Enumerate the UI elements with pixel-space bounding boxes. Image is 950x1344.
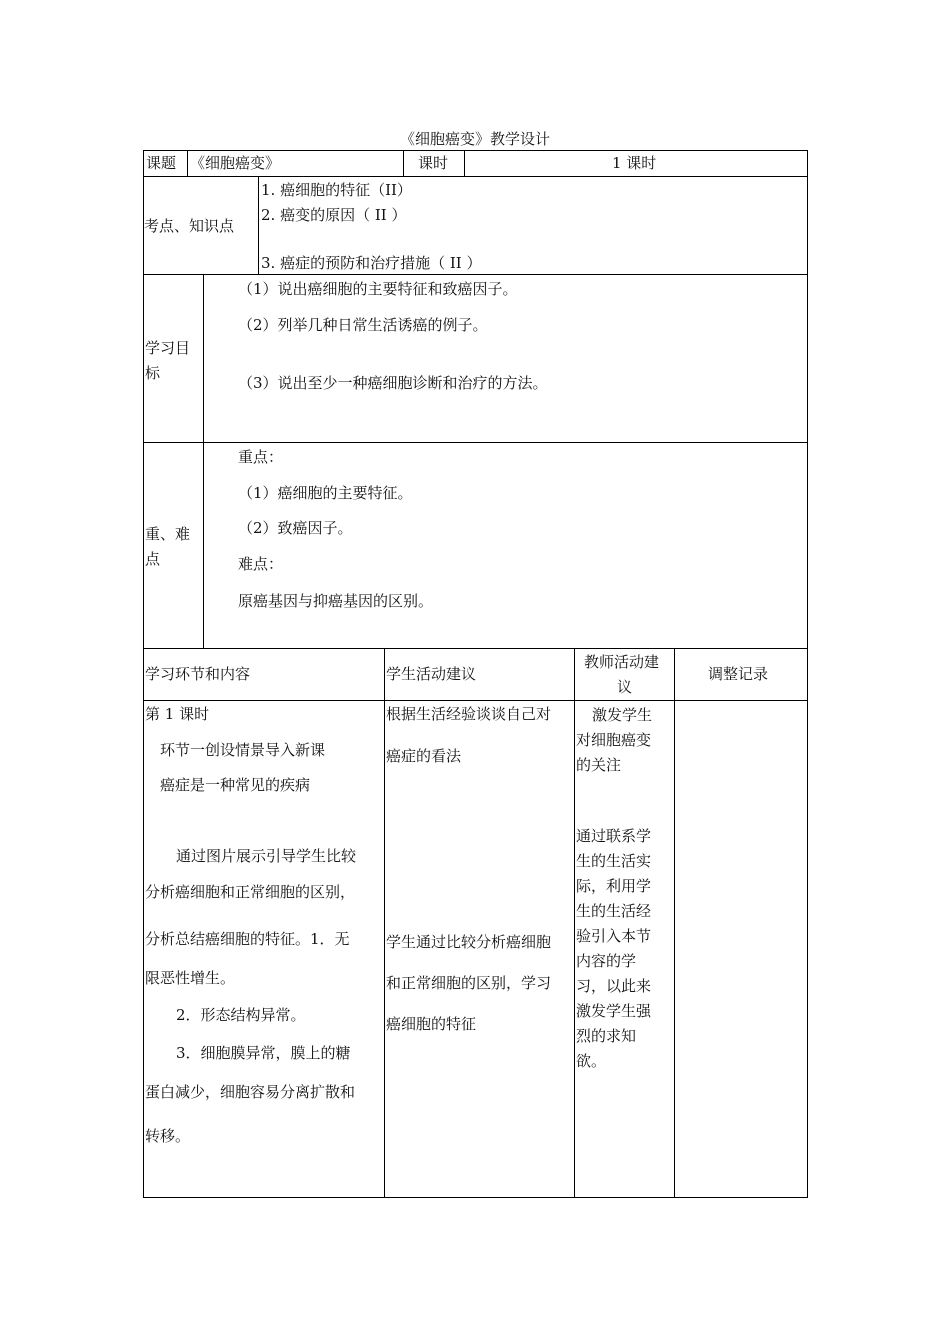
- teacher-line: 内容的学: [576, 952, 637, 970]
- col-divider: [203, 274, 204, 648]
- row-divider: [143, 648, 808, 649]
- teacher-line: 习，以此来: [576, 977, 652, 995]
- period-label: 课时: [418, 154, 449, 172]
- teacher-line: 激发学生: [592, 706, 653, 724]
- col-divider: [258, 176, 259, 274]
- content-line: 分析总结癌细胞的特征。1．无: [145, 930, 350, 948]
- col-divider: [403, 150, 404, 176]
- col-divider: [674, 648, 675, 1198]
- row-divider: [143, 700, 808, 701]
- knowledge-points-label: 考点、知识点: [144, 217, 235, 235]
- content-line: 转移。: [145, 1127, 191, 1145]
- teacher-line: 欲。: [576, 1052, 607, 1070]
- row-divider: [143, 442, 808, 443]
- teacher-column-header-cont: 议: [617, 678, 633, 696]
- student-line: 和正常细胞的区别，学习: [386, 974, 552, 992]
- teacher-line: 的关注: [576, 756, 622, 774]
- content-line: 3．细胞膜异常，膜上的糖: [176, 1044, 351, 1062]
- key-point-item: （2）致癌因子。: [238, 519, 353, 537]
- teacher-line: 生的生活实: [576, 852, 652, 870]
- key-points-label-cont: 点: [145, 550, 161, 568]
- col-divider: [574, 648, 575, 1198]
- knowledge-point-item: 1. 癌细胞的特征（II）: [261, 181, 412, 199]
- knowledge-point-item: 2. 癌变的原因（ II ）: [261, 206, 407, 224]
- row-divider: [143, 176, 808, 177]
- period-value: 1 课时: [612, 154, 657, 172]
- teacher-line: 对细胞癌变: [576, 731, 652, 749]
- learning-goal-item: （3）说出至少一种癌细胞诊断和治疗的方法。: [238, 374, 548, 392]
- content-line: 限恶性增生。: [145, 969, 236, 987]
- content-line: 癌症是一种常见的疾病: [160, 776, 311, 794]
- content-line: 分析癌细胞和正常细胞的区别，: [145, 883, 356, 901]
- content-line: 蛋白减少，细胞容易分离扩散和: [145, 1083, 356, 1101]
- row-divider: [143, 274, 808, 275]
- teacher-line: 际，利用学: [576, 877, 652, 895]
- content-column-header: 学习环节和内容: [145, 665, 251, 683]
- col-divider: [464, 150, 465, 176]
- page-title: 《细胞癌变》教学设计: [399, 130, 550, 148]
- difficult-heading: 难点：: [238, 555, 284, 573]
- content-line: 通过图片展示引导学生比较: [176, 847, 357, 865]
- teacher-line: 生的生活经: [576, 902, 652, 920]
- key-point-item: （1）癌细胞的主要特征。: [238, 484, 413, 502]
- learning-goal-item: （1）说出癌细胞的主要特征和致癌因子。: [238, 280, 518, 298]
- key-heading: 重点：: [238, 448, 284, 466]
- teacher-line: 通过联系学: [576, 827, 652, 845]
- teacher-column-header: 教师活动建: [584, 653, 660, 671]
- student-line: 癌细胞的特征: [386, 1015, 477, 1033]
- teacher-line: 激发学生强: [576, 1002, 652, 1020]
- teacher-line: 烈的求知: [576, 1027, 637, 1045]
- student-line: 癌症的看法: [386, 747, 462, 765]
- learning-goals-label: 学习目: [145, 339, 191, 357]
- content-line: 环节一创设情景导入新课: [160, 741, 326, 759]
- topic-label: 课题: [146, 154, 177, 172]
- topic-value: 《细胞癌变》: [190, 154, 281, 172]
- knowledge-point-item: 3. 癌症的预防和治疗措施（ II ）: [261, 254, 482, 272]
- student-line: 根据生活经验谈谈自己对: [386, 705, 552, 723]
- record-column-header: 调整记录: [708, 665, 769, 683]
- col-divider: [187, 150, 188, 176]
- learning-goal-item: （2）列举几种日常生活诱癌的例子。: [238, 316, 488, 334]
- difficult-point-item: 原癌基因与抑癌基因的区别。: [238, 592, 434, 610]
- teacher-line: 验引入本节: [576, 927, 652, 945]
- col-divider: [384, 648, 385, 1198]
- student-line: 学生通过比较分析癌细胞: [386, 933, 552, 951]
- learning-goals-label-cont: 标: [145, 364, 161, 382]
- content-line: 2．形态结构异常。: [176, 1006, 306, 1024]
- student-column-header: 学生活动建议: [386, 665, 477, 683]
- key-points-label: 重、难: [145, 525, 191, 543]
- content-line: 第 1 课时: [145, 705, 210, 723]
